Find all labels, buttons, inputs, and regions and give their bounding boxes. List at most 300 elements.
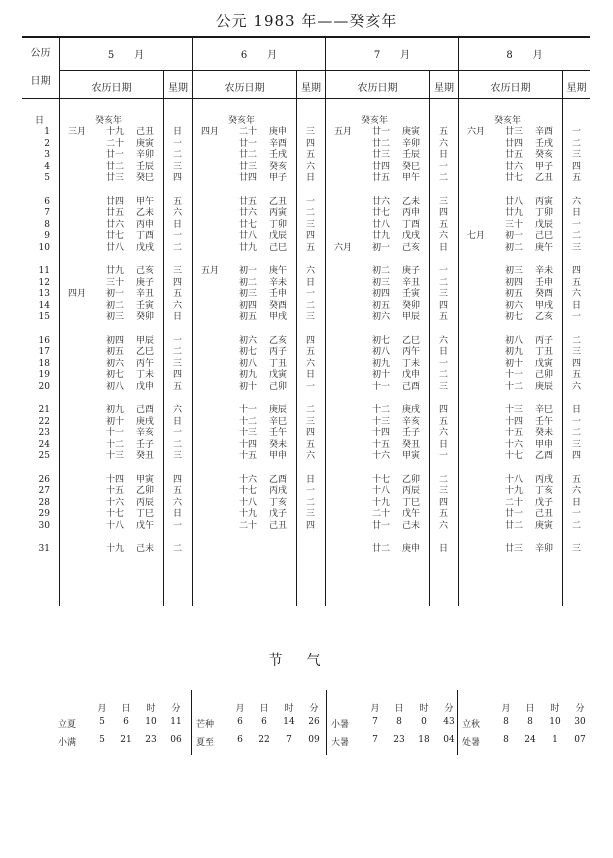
- lunar-day: 廿六: [505, 161, 524, 172]
- weekday: 一: [438, 358, 448, 369]
- weekday: 三: [172, 358, 182, 369]
- weekday: 四: [305, 335, 315, 346]
- lunar-day: 十八: [505, 474, 524, 485]
- lunar-day: 廿六: [239, 208, 258, 218]
- gregorian-day: 17: [38, 347, 50, 357]
- ganzhi: 戊申: [136, 381, 155, 392]
- ganzhi: 庚辰: [535, 381, 554, 392]
- ganzhi: 己巳: [269, 242, 288, 253]
- weekday: 一: [571, 509, 581, 519]
- weekday: 六: [438, 335, 448, 346]
- lunar-day: 廿九: [106, 266, 125, 276]
- weekday: 三: [305, 509, 315, 519]
- ganzhi: 癸酉: [269, 300, 288, 311]
- solar-term-day: 6: [261, 717, 267, 727]
- month-header: 7 月: [373, 50, 411, 61]
- lunar-day: 初二: [106, 300, 125, 311]
- solar-term-month: 8: [503, 717, 509, 727]
- ganzhi: 己丑: [136, 127, 155, 137]
- weekday: 二: [305, 300, 315, 311]
- lunar-day: 廿二: [239, 150, 258, 160]
- weekday: 六: [172, 208, 182, 218]
- lunar-day: 初三: [239, 289, 258, 299]
- weekday: 六: [438, 428, 448, 438]
- ganzhi: 乙亥: [535, 312, 554, 322]
- lunar-day: 初五: [505, 289, 524, 299]
- weekday: 五: [172, 289, 182, 299]
- gregorian-day: 22: [38, 416, 50, 427]
- solar-term-name: 小满: [58, 738, 77, 748]
- ganzhi: 丁酉: [136, 231, 155, 241]
- lunar-day: 十八: [372, 486, 391, 496]
- weekday: 五: [571, 474, 581, 485]
- lunar-date-header: 农历日期: [357, 83, 398, 94]
- lunar-day: 廿八: [505, 196, 524, 207]
- weekday: 一: [438, 161, 448, 172]
- weekday: 四: [305, 428, 315, 438]
- corner-header-bottom: 日期: [30, 76, 51, 87]
- lunar-day: 廿六: [106, 219, 125, 230]
- lunar-day: 初九: [239, 370, 258, 380]
- lunar-day: 十九: [106, 127, 125, 137]
- ganzhi: 戊戌: [402, 231, 421, 241]
- lunar-day: 廿九: [505, 208, 524, 218]
- ganzhi: 壬寅: [402, 289, 421, 299]
- ganzhi: 壬辰: [136, 161, 155, 172]
- year-label: 癸亥年: [228, 116, 256, 126]
- solar-term-name: 小暑: [331, 720, 350, 730]
- weekday: 日: [438, 242, 448, 253]
- weekday: 一: [571, 312, 581, 322]
- solar-term-month: 5: [99, 717, 105, 727]
- lunar-month-label: 七月: [467, 231, 486, 241]
- column-divider: [192, 36, 193, 606]
- gregorian-day: 1: [44, 127, 50, 137]
- solar-term-name: 处暑: [462, 738, 481, 748]
- ganzhi: 庚子: [402, 266, 421, 276]
- ganzhi: 辛巳: [269, 416, 288, 427]
- weekday: 二: [438, 277, 448, 288]
- ganzhi: 辛未: [535, 266, 554, 276]
- weekday: 四: [571, 451, 581, 461]
- solar-term-minute: 04: [443, 735, 455, 745]
- lunar-day: 二十: [106, 138, 125, 149]
- weekday: 二: [305, 208, 315, 218]
- gregorian-day: 12: [38, 277, 50, 288]
- weekday: 三: [305, 312, 315, 322]
- solar-terms-col-header: 月: [501, 704, 511, 714]
- ganzhi: 丙戌: [535, 474, 554, 485]
- weekday: 五: [305, 347, 315, 357]
- ganzhi: 己酉: [136, 405, 155, 415]
- solar-term-hour: 1: [552, 735, 558, 745]
- weekday: 一: [172, 520, 182, 531]
- lunar-day: 初一: [106, 289, 125, 299]
- ganzhi: 辛亥: [136, 428, 155, 438]
- ganzhi: 丁丑: [269, 358, 288, 369]
- weekday: 六: [305, 161, 315, 172]
- lunar-month-label: 三月: [68, 127, 87, 137]
- weekday: 三: [438, 486, 448, 496]
- weekday: 三: [571, 347, 581, 357]
- weekday: 五: [172, 381, 182, 392]
- ganzhi: 丁酉: [402, 219, 421, 230]
- ganzhi: 癸酉: [535, 289, 554, 299]
- lunar-day: 廿九: [239, 242, 258, 253]
- table-top-border: [22, 36, 590, 38]
- weekday: 二: [571, 231, 581, 241]
- lunar-day: 初六: [372, 312, 391, 322]
- solar-terms-divider: [457, 690, 458, 755]
- ganzhi: 戊申: [402, 370, 421, 380]
- lunar-day: 十四: [106, 474, 125, 485]
- weekday: 五: [305, 439, 315, 450]
- ganzhi: 丙辰: [136, 497, 155, 508]
- lunar-day: 十五: [106, 486, 125, 496]
- solar-term-day: 23: [393, 735, 405, 745]
- lunar-day: 廿七: [372, 208, 391, 218]
- ganzhi: 己亥: [402, 242, 421, 253]
- weekday: 四: [172, 277, 182, 288]
- lunar-day: 十九: [239, 509, 258, 519]
- weekday: 三: [305, 127, 315, 137]
- weekday: 二: [571, 335, 581, 346]
- weekday: 一: [172, 335, 182, 346]
- weekday: 四: [438, 497, 448, 508]
- solar-term-name: 芒种: [196, 720, 215, 730]
- lunar-day: 廿一: [106, 150, 125, 160]
- ganzhi: 辛亥: [402, 416, 421, 427]
- lunar-day: 三十: [505, 219, 524, 230]
- solar-term-day: 24: [524, 735, 536, 745]
- ganzhi: 己丑: [535, 509, 554, 519]
- solar-term-month: 5: [99, 735, 105, 745]
- ganzhi: 壬辰: [402, 150, 421, 160]
- solar-term-minute: 30: [574, 717, 586, 727]
- weekday: 五: [438, 509, 448, 519]
- weekday: 六: [172, 300, 182, 311]
- gregorian-day: 24: [38, 439, 50, 450]
- ganzhi: 庚戌: [402, 405, 421, 415]
- weekday: 四: [571, 358, 581, 369]
- lunar-day: 初四: [372, 289, 391, 299]
- solar-term-hour: 23: [145, 735, 157, 745]
- weekday-header: 星期: [566, 83, 587, 94]
- ganzhi: 辛卯: [136, 150, 155, 160]
- lunar-day: 初八: [239, 358, 258, 369]
- ganzhi: 乙酉: [535, 451, 554, 461]
- weekday: 四: [571, 161, 581, 172]
- weekday: 日: [172, 312, 182, 322]
- solar-term-month: 7: [372, 735, 378, 745]
- lunar-day: 十六: [505, 439, 524, 450]
- weekday: 二: [571, 138, 581, 149]
- lunar-day: 廿一: [505, 509, 524, 519]
- weekday: 日: [172, 416, 182, 427]
- ganzhi: 戊辰: [535, 219, 554, 230]
- ganzhi: 丁未: [136, 370, 155, 380]
- solar-term-minute: 43: [443, 717, 455, 727]
- solar-terms-col-header: 时: [419, 704, 429, 714]
- ganzhi: 甲申: [269, 451, 288, 461]
- ganzhi: 丁未: [402, 358, 421, 369]
- weekday: 六: [305, 358, 315, 369]
- lunar-day: 十六: [372, 451, 391, 461]
- lunar-day: 廿二: [372, 138, 391, 149]
- gregorian-day: 13: [38, 289, 50, 299]
- solar-term-name: 立秋: [462, 720, 481, 730]
- column-divider: [325, 36, 326, 606]
- ganzhi: 庚戌: [136, 416, 155, 427]
- lunar-day: 初七: [239, 347, 258, 357]
- weekday: 二: [172, 347, 182, 357]
- ganzhi: 甲申: [535, 439, 554, 450]
- solar-terms-col-header: 日: [259, 704, 269, 714]
- weekday: 二: [438, 173, 448, 183]
- ganzhi: 甲寅: [136, 474, 155, 485]
- weekday: 三: [571, 439, 581, 450]
- lunar-day: 初三: [106, 312, 125, 322]
- gregorian-day: 11: [38, 266, 50, 276]
- solar-terms-col-header: 日: [121, 704, 131, 714]
- weekday: 日: [438, 544, 448, 554]
- ganzhi: 乙巳: [402, 335, 421, 346]
- gregorian-day: 14: [38, 300, 50, 311]
- lunar-day: 廿四: [372, 161, 391, 172]
- solar-term-month: 8: [503, 735, 509, 745]
- weekday: 三: [172, 266, 182, 276]
- lunar-month-label: 四月: [68, 289, 87, 299]
- weekday: 四: [172, 370, 182, 380]
- weekday: 一: [305, 289, 315, 299]
- weekday: 六: [438, 138, 448, 149]
- ganzhi: 辛丑: [402, 277, 421, 288]
- ganzhi: 丙子: [535, 335, 554, 346]
- gregorian-day: 31: [38, 544, 50, 554]
- weekday-header: 星期: [434, 83, 454, 94]
- weekday: 二: [571, 520, 581, 531]
- lunar-day: 廿八: [239, 231, 258, 241]
- lunar-day: 初三: [505, 266, 524, 276]
- lunar-day: 廿九: [372, 231, 391, 241]
- ganzhi: 甲戌: [269, 312, 288, 322]
- lunar-day: 十五: [372, 439, 391, 450]
- lunar-day: 初三: [372, 277, 391, 288]
- ganzhi: 丙申: [136, 219, 155, 230]
- gregorian-day: 4: [44, 161, 50, 172]
- solar-term-month: 7: [372, 717, 378, 727]
- gregorian-day: 9: [44, 231, 50, 241]
- lunar-day: 廿二: [106, 161, 125, 172]
- year-label: 癸亥年: [361, 116, 389, 126]
- gregorian-day: 28: [38, 497, 50, 508]
- lunar-month-label: 五月: [334, 127, 353, 137]
- ganzhi: 辛卯: [535, 544, 554, 554]
- ganzhi: 癸亥: [535, 150, 554, 160]
- ganzhi: 甲午: [402, 173, 421, 183]
- ganzhi: 己酉: [402, 381, 421, 392]
- lunar-month-label: 五月: [201, 266, 220, 276]
- weekday: 五: [571, 370, 581, 380]
- solar-term-month: 6: [237, 735, 243, 745]
- lunar-day: 十一: [505, 370, 524, 380]
- ganzhi: 丙寅: [535, 196, 554, 207]
- solar-term-hour: 7: [286, 735, 292, 745]
- lunar-day: 十五: [505, 428, 524, 438]
- weekday: 日: [438, 150, 448, 160]
- solar-terms-col-header: 日: [525, 704, 535, 714]
- page-title: 公元 1983 年——癸亥年: [215, 12, 398, 30]
- weekday: 四: [438, 300, 448, 311]
- gregorian-day: 25: [38, 451, 50, 461]
- gregorian-day: 5: [44, 173, 50, 183]
- ganzhi: 乙未: [136, 208, 155, 218]
- weekday: 五: [438, 312, 448, 322]
- solar-terms-col-header: 时: [550, 704, 560, 714]
- ganzhi: 癸卯: [402, 300, 421, 311]
- weekday: 五: [172, 196, 182, 207]
- lunar-day: 初一: [239, 266, 258, 276]
- ganzhi: 癸未: [269, 439, 288, 450]
- ganzhi: 丙辰: [402, 486, 421, 496]
- ganzhi: 丙子: [269, 347, 288, 357]
- ganzhi: 庚子: [136, 277, 155, 288]
- lunar-day: 初五: [239, 312, 258, 322]
- lunar-day: 十三: [372, 416, 391, 427]
- lunar-day: 廿六: [372, 196, 391, 207]
- weekday: 五: [305, 242, 315, 253]
- ganzhi: 乙酉: [269, 474, 288, 485]
- lunar-day: 初七: [505, 312, 524, 322]
- weekday: 三: [438, 381, 448, 392]
- weekday: 三: [571, 242, 581, 253]
- gregorian-day: 20: [38, 381, 50, 392]
- solar-terms-col-header: 日: [394, 704, 404, 714]
- ganzhi: 辛丑: [136, 289, 155, 299]
- ganzhi: 壬午: [269, 428, 288, 438]
- ganzhi: 丙戌: [269, 486, 288, 496]
- weekday: 五: [438, 219, 448, 230]
- ganzhi: 丙寅: [269, 208, 288, 218]
- ganzhi: 癸丑: [402, 439, 421, 450]
- solar-term-day: 21: [120, 735, 132, 745]
- lunar-day: 十二: [505, 381, 524, 392]
- solar-terms-col-header: 月: [370, 704, 380, 714]
- ganzhi: 丁卯: [269, 219, 288, 230]
- lunar-day: 初六: [106, 358, 125, 369]
- lunar-day: 十八: [239, 497, 258, 508]
- ganzhi: 庚申: [402, 544, 421, 554]
- weekday: 日: [571, 300, 581, 311]
- weekday: 三: [172, 161, 182, 172]
- lunar-day: 十四: [372, 428, 391, 438]
- solar-term-hour: 0: [421, 717, 427, 727]
- lunar-day: 十三: [239, 428, 258, 438]
- ganzhi: 癸亥: [269, 161, 288, 172]
- weekday: 六: [571, 289, 581, 299]
- solar-term-day: 22: [258, 735, 270, 745]
- weekday: 六: [438, 231, 448, 241]
- lunar-day: 初二: [239, 277, 258, 288]
- gregorian-day: 21: [38, 405, 50, 415]
- lunar-day: 二十: [239, 520, 258, 531]
- weekday: 日: [571, 405, 581, 415]
- weekday: 一: [571, 219, 581, 230]
- lunar-day: 廿四: [505, 138, 524, 149]
- ganzhi: 壬寅: [136, 300, 155, 311]
- month-header: 6 月: [240, 50, 278, 61]
- weekday: 五: [571, 277, 581, 288]
- ganzhi: 丁亥: [535, 486, 554, 496]
- ganzhi: 庚寅: [136, 138, 155, 149]
- solar-term-month: 6: [237, 717, 243, 727]
- lunar-day: 初十: [106, 416, 125, 427]
- lunar-day: 初八: [106, 381, 125, 392]
- weekday: 日: [438, 439, 448, 450]
- weekday: 四: [172, 173, 182, 183]
- lunar-day: 廿七: [106, 231, 125, 241]
- lunar-day: 廿五: [505, 150, 524, 160]
- month-header: 5 月: [107, 50, 145, 61]
- lunar-date-header: 农历日期: [224, 83, 265, 94]
- lunar-day: 初一: [505, 231, 524, 241]
- gregorian-day: 6: [44, 196, 50, 207]
- lunar-day: 十二: [372, 405, 391, 415]
- solar-terms-col-header: 时: [284, 704, 294, 714]
- lunar-day: 廿七: [239, 219, 258, 230]
- gregorian-day: 19: [38, 370, 50, 380]
- lunar-month-label: 六月: [334, 242, 353, 253]
- weekday: 日: [172, 219, 182, 230]
- weekday: 五: [438, 416, 448, 427]
- solar-terms-col-header: 分: [575, 704, 585, 714]
- weekday-header: 星期: [301, 83, 321, 94]
- lunar-day: 初六: [239, 335, 258, 346]
- weekday-header: 星期: [168, 83, 188, 94]
- solar-term-minute: 26: [308, 717, 320, 727]
- ganzhi: 己未: [402, 520, 421, 531]
- lunar-day: 十二: [106, 439, 125, 450]
- weekday: 四: [438, 208, 448, 218]
- ganzhi: 乙未: [402, 196, 421, 207]
- ganzhi: 甲子: [535, 161, 554, 172]
- weekday: 一: [305, 381, 315, 392]
- gregorian-day: 18: [38, 358, 50, 369]
- weekday: 二: [305, 405, 315, 415]
- weekday: 日: [305, 173, 315, 183]
- lunar-day: 初九: [372, 358, 391, 369]
- weekday: 四: [172, 474, 182, 485]
- lunar-day: 十六: [106, 497, 125, 508]
- lunar-day: 初五: [372, 300, 391, 311]
- corner-header-top: 公历: [30, 48, 51, 59]
- lunar-date-header: 农历日期: [490, 83, 531, 94]
- weekday: 四: [305, 520, 315, 531]
- lunar-day: 十七: [239, 486, 258, 496]
- lunar-day: 初十: [239, 381, 258, 392]
- ganzhi: 壬戌: [535, 138, 554, 149]
- lunar-day: 三十: [106, 277, 125, 288]
- weekday: 四: [438, 405, 448, 415]
- ganzhi: 壬子: [402, 428, 421, 438]
- ganzhi: 甲午: [136, 196, 155, 207]
- weekday: 二: [172, 150, 182, 160]
- day-column-label: 日: [35, 116, 45, 126]
- ganzhi: 壬子: [136, 439, 155, 450]
- weekday: 三: [172, 451, 182, 461]
- solar-term-minute: 06: [170, 735, 182, 745]
- weekday: 六: [305, 266, 315, 276]
